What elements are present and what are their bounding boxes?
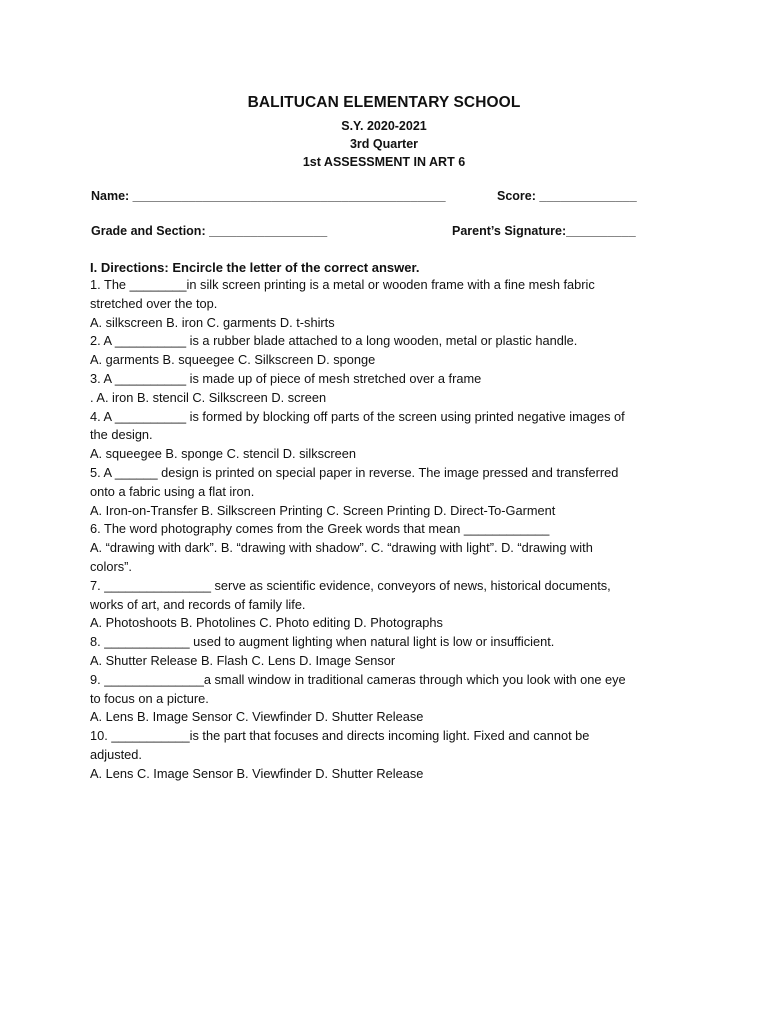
question-stem: 6. The word photography comes from the Greek words that mean ____________ bbox=[90, 521, 550, 537]
question-8 bbox=[90, 633, 690, 671]
question-stem: to focus on a picture. bbox=[90, 690, 209, 706]
answer-choices: A. Iron-on-Transfer B. Silkscreen Printing C. Screen Printing D. Direct-To-Garment bbox=[90, 502, 556, 518]
question-stem: the design. bbox=[90, 427, 153, 443]
question-7 bbox=[90, 577, 690, 633]
question-6 bbox=[90, 520, 690, 576]
question-stem: works of art, and records of family life. bbox=[90, 596, 306, 612]
question-9 bbox=[90, 671, 690, 727]
answer-choices: colors”. bbox=[90, 558, 132, 574]
answer-choices: A. silkscreen B. iron C. garments D. t-shirts bbox=[90, 314, 335, 330]
question-4 bbox=[90, 408, 690, 464]
grade-section-field: Grade and Section: _________________ bbox=[91, 224, 328, 238]
answer-choices: A. squeegee B. sponge C. stencil D. silkscreen bbox=[90, 446, 357, 462]
question-2 bbox=[90, 332, 690, 370]
quarter-label: 3rd Quarter bbox=[349, 137, 419, 151]
question-5 bbox=[90, 464, 690, 520]
question-1 bbox=[90, 276, 690, 332]
directions: I. Directions: Encircle the letter of the correct answer. bbox=[90, 260, 420, 275]
answer-choices: A. Photoshoots B. Photolines C. Photo editing D. Photographs bbox=[90, 615, 443, 631]
question-stem: onto a fabric using a flat iron. bbox=[90, 483, 255, 499]
question-stem: 5. A ______ design is printed on special paper in reverse. The image pressed and transferred bbox=[90, 464, 619, 480]
school-name: BALITUCAN ELEMENTARY SCHOOL bbox=[247, 94, 521, 111]
answer-choices: A. “drawing with dark”. B. “drawing with shadow”. C. “drawing with light”. D. “drawing with bbox=[90, 540, 593, 556]
question-list bbox=[90, 276, 690, 784]
name-field: Name: _____________________________________________ bbox=[91, 189, 446, 203]
parent-signature-field: Parent’s Signature:__________ bbox=[452, 224, 636, 238]
answer-choices: . A. iron B. stencil C. Silkscreen D. screen bbox=[90, 389, 327, 405]
school-year: S.Y. 2020-2021 bbox=[341, 119, 427, 133]
question-10 bbox=[90, 727, 690, 783]
assessment-title: 1st ASSESSMENT IN ART 6 bbox=[302, 155, 466, 169]
question-stem: 3. A __________ is made up of piece of mesh stretched over a frame bbox=[90, 370, 482, 386]
question-stem: stretched over the top. bbox=[90, 295, 218, 311]
answer-choices: A. Shutter Release B. Flash C. Lens D. Image Sensor bbox=[90, 652, 396, 668]
question-3 bbox=[90, 370, 690, 408]
question-stem: 1. The ________in silk screen printing is a metal or wooden frame with a fine mesh fabric bbox=[90, 277, 595, 292]
question-stem: 7. _______________ serve as scientific evidence, conveyors of news, historical documents, bbox=[90, 577, 611, 593]
answer-choices: A. Lens B. Image Sensor C. Viewfinder D. Shutter Release bbox=[90, 709, 424, 725]
question-stem: 10. ___________is the part that focuses and directs incoming light. Fixed and cannot be bbox=[90, 728, 590, 744]
answer-choices: A. Lens C. Image Sensor B. Viewfinder D. Shutter Release bbox=[90, 765, 424, 781]
question-stem: 9. ______________a small window in traditional cameras through which you look with one eye bbox=[90, 671, 626, 687]
score-field: Score: ______________ bbox=[497, 189, 637, 203]
question-stem: 8. ____________ used to augment lighting when natural light is low or insufficient. bbox=[90, 634, 555, 650]
question-stem: 2. A __________ is a rubber blade attached to a long wooden, metal or plastic handle. bbox=[90, 333, 578, 349]
question-stem: 4. A __________ is formed by blocking off parts of the screen using printed negative images of bbox=[90, 408, 625, 424]
question-stem: adjusted. bbox=[90, 746, 142, 762]
answer-choices: A. garments B. squeegee C. Silkscreen D. sponge bbox=[90, 352, 376, 368]
